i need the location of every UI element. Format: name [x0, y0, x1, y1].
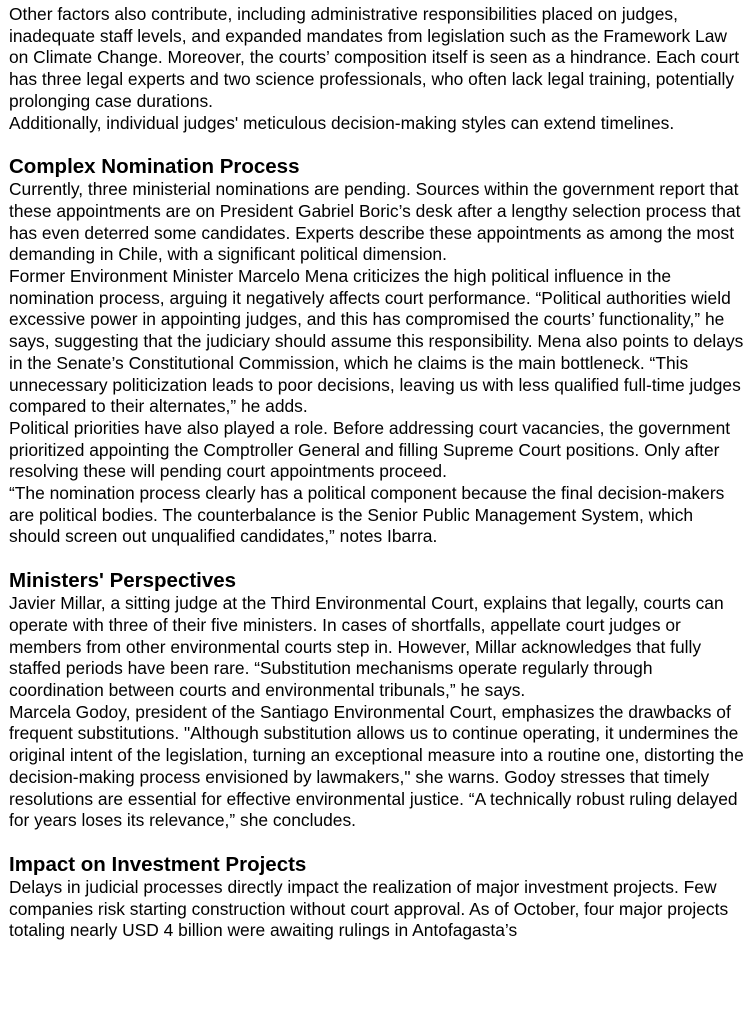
section-paragraph: Javier Millar, a sitting judge at the Third Environmental Court, explains that legally, courts can operate with three of their five ministers. In cases of shortfalls, appellate court judges or members from other environmental courts step in. However, Millar acknowledges that fully staffed periods have been rare. “Substitution mechanisms operate regularly through coordination between courts and environmental tribunals,” he says.	[9, 593, 724, 700]
section-heading: Complex Nomination Process	[9, 155, 300, 179]
section-heading: Impact on Investment Projects	[9, 852, 307, 876]
section-spacer	[9, 548, 744, 569]
section-paragraph: Former Environment Minister Marcelo Mena criticizes the high political influence in the nomination process, arguing it negatively affects court performance. “Political authorities wield excessive power in appointing judges, and this has compromised the courts’ functionality,” he says, suggesting that the judiciary should assume this responsibility. Mena also points to delays in the Senate’s Constitutional Commission, which he claims is the main bottleneck. “This unnecessary politicization leads to poor decisions, leaving us with less qualified full-time judges compared to their alternates,” he adds.	[9, 266, 744, 417]
section-spacer	[9, 134, 744, 155]
section-paragraph: “The nomination process clearly has a political component because the final decision-makers are political bodies. The counterbalance is the Senior Public Management System, which should screen out unqualified candidates,” notes Ibarra.	[9, 483, 725, 547]
section-nomination-process	[9, 155, 744, 548]
intro-paragraph: Additionally, individual judges' meticulous decision-making styles can extend timelines.	[9, 112, 675, 133]
section-investment-impact	[9, 853, 744, 942]
section-ministers-perspectives	[9, 569, 744, 832]
section-paragraph: Marcela Godoy, president of the Santiago Environmental Court, emphasizes the drawbacks of frequent substitutions. "Although substitution allows us to continue operating, it undermines the original intent of the legislation, turning an exceptional measure into a routine one, distorting the decision-making process envisioned by lawmakers," she warns. Godoy stresses that timely resolutions are essential for effective environmental justice. “A technically robust ruling delayed for years loses its relevance,” she concludes.	[9, 701, 744, 831]
section-paragraph: Delays in judicial processes directly impact the realization of major investment projects. Few companies risk starting construction without court approval. As of October, four major projects totaling nearly USD 4 billion were awaiting rulings in Antofagasta’s	[9, 876, 729, 941]
intro-section	[9, 4, 744, 134]
section-paragraph: Political priorities have also played a role. Before addressing court vacancies, the government prioritized appointing the Comptroller General and filling Supreme Court positions. Only after resolving these will pending court appointments proceed.	[9, 417, 731, 482]
section-spacer	[9, 832, 744, 853]
intro-paragraph: Other factors also contribute, including administrative responsibilities placed on judges, inadequate staff levels, and expanded mandates from legislation such as the Framework Law on Climate Change. Moreover, the courts’ composition itself is seen as a hindrance. Each court has three legal experts and two science professionals, who often lack legal training, potentially prolonging case durations.	[9, 4, 740, 111]
section-paragraph: Currently, three ministerial nominations are pending. Sources within the government report that these appointments are on President Gabriel Boric’s desk after a lengthy selection process that has even deterred some candidates. Experts describe these appointments as among the most demanding in Chile, with a significant political dimension.	[9, 179, 741, 265]
section-heading: Ministers' Perspectives	[9, 569, 237, 593]
article-body	[9, 4, 744, 942]
